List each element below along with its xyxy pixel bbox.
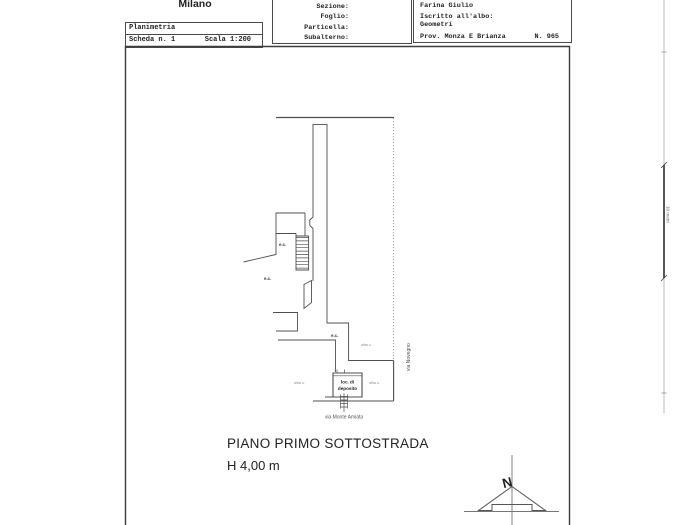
field-sezione: Sezione: <box>316 3 349 11</box>
compass <box>464 455 559 525</box>
entrance-hatch <box>341 393 348 412</box>
unit-label-rightside: altra u. <box>369 381 380 385</box>
sheet-cell: Scheda n. 1 <box>129 36 176 44</box>
sheet-frame <box>126 47 570 525</box>
floor-plan <box>244 118 395 413</box>
scale-bar <box>661 0 671 413</box>
room-label-ec-1: e.c. <box>279 242 287 247</box>
room-label-ec-3: e.c. <box>331 333 339 338</box>
street-label-right: via Novegno <box>406 343 412 371</box>
ramp-parallelogram <box>304 281 312 309</box>
room-label-ec-2: e.c. <box>264 276 272 281</box>
storage-label-line1: loc. di <box>340 379 355 385</box>
surveyor-name: Farina Giulio <box>420 2 474 10</box>
storage-label-line2: deposito <box>337 386 358 391</box>
north-label: N <box>500 474 514 492</box>
surveyor-province: Prov. Monza E Brianza <box>420 33 506 41</box>
wall-room-midleft <box>273 313 298 332</box>
register-value: Geometri <box>420 21 453 29</box>
scale-cell: Scala 1:200 <box>204 36 251 44</box>
unit-label-left: altra u. <box>294 381 305 385</box>
street-label-bottom: via Monte Amiata <box>324 414 364 421</box>
doc-type-cell: Planimetria <box>126 23 262 35</box>
plan-height-label: H 4,00 m <box>227 458 280 473</box>
surveyor-number: N. 965 <box>534 33 559 41</box>
field-foglio: Foglio: <box>320 13 349 22</box>
staircase <box>296 234 309 271</box>
unit-label-right-area: altra u. <box>361 343 372 347</box>
wall-corridor-left <box>310 124 313 281</box>
scale-bar-label: 10 metri <box>665 206 671 223</box>
wall-corridor-right <box>327 124 394 361</box>
plan-title: PIANO PRIMO SOTTOSTRADA <box>227 436 429 451</box>
register-label: Iscritto all'albo: <box>420 13 494 21</box>
city-label: Milano <box>178 0 212 10</box>
field-particella: Particella: <box>304 23 349 32</box>
field-subalterno: Subalterno: <box>304 34 349 43</box>
wall-lower-left <box>278 340 336 372</box>
